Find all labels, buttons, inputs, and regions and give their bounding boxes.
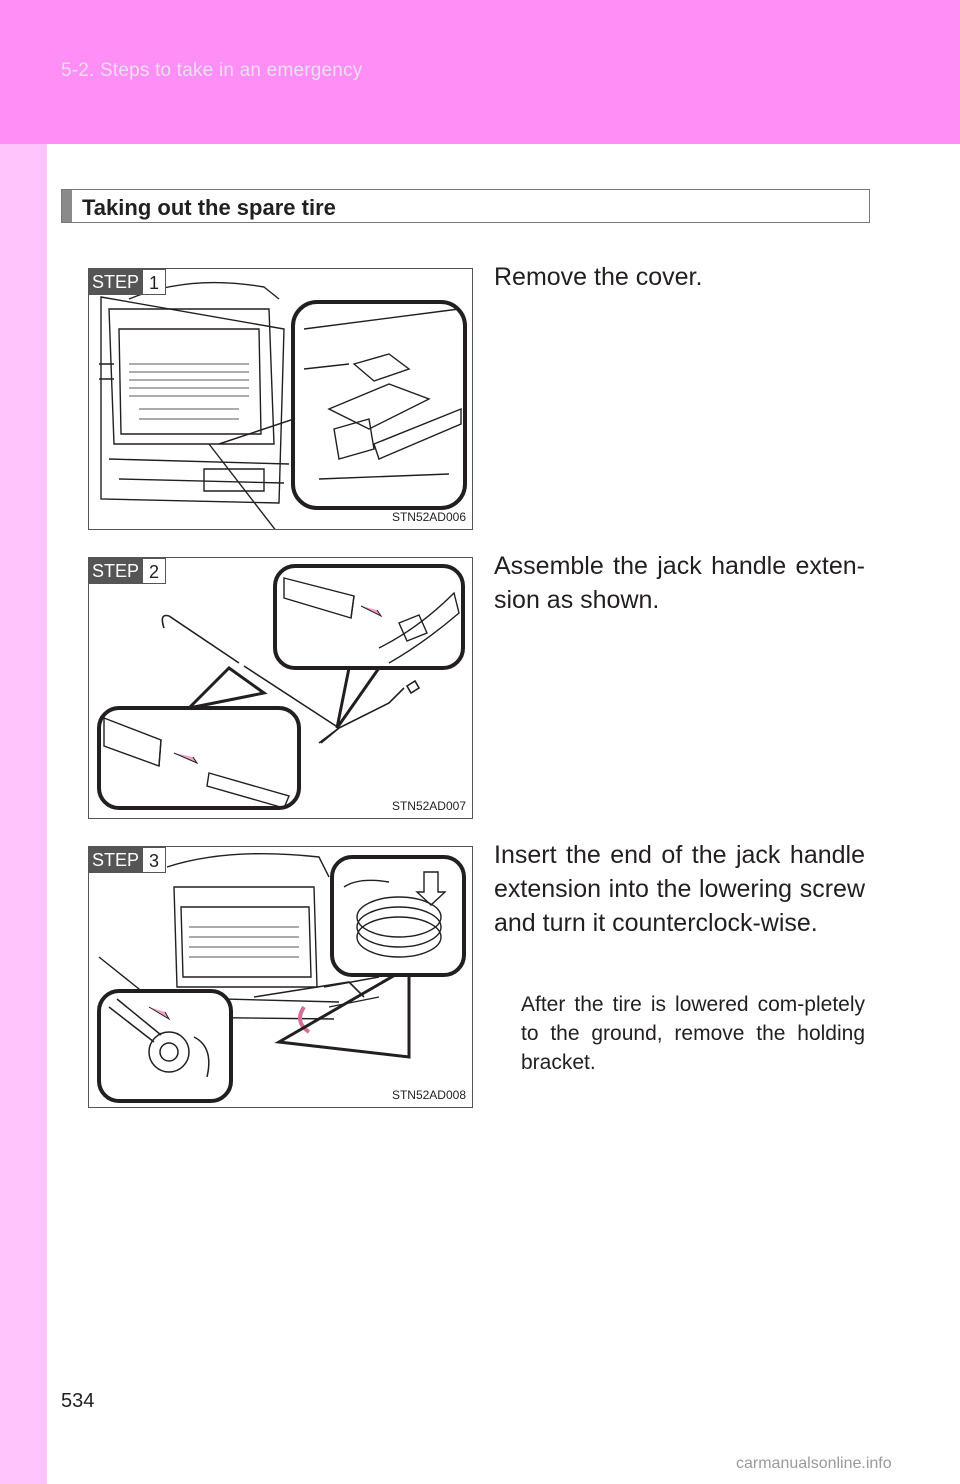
step-number: 1 bbox=[143, 269, 166, 295]
lowering-screw-drawing bbox=[89, 847, 473, 1108]
step-3-text: Insert the end of the jack handle extension into the lowering screw and turn it counterclock-wise. bbox=[494, 841, 865, 937]
figure-code: STN52AD007 bbox=[391, 799, 466, 813]
step-1-badge bbox=[89, 269, 166, 295]
page-number: 534 bbox=[61, 1390, 95, 1412]
jack-handle-drawing bbox=[89, 558, 473, 819]
cargo-area-drawing bbox=[89, 269, 473, 530]
section-breadcrumb: 5-2. Steps to take in an emergency bbox=[61, 60, 363, 81]
step-label: STEP bbox=[89, 847, 143, 873]
step-1-text: Remove the cover. bbox=[494, 263, 703, 291]
side-band bbox=[0, 144, 47, 1484]
section-title: Taking out the spare tire bbox=[82, 195, 336, 220]
section-heading bbox=[61, 189, 870, 223]
step-2-text: Assemble the jack handle exten-sion as shown. bbox=[494, 552, 865, 614]
site-watermark: carmanualsonline.info bbox=[736, 1455, 892, 1472]
step-2-illustration bbox=[88, 557, 473, 819]
step-3-badge bbox=[89, 847, 166, 873]
step-label: STEP bbox=[89, 558, 143, 584]
figure-code: STN52AD008 bbox=[391, 1088, 466, 1102]
step-1-illustration bbox=[88, 268, 473, 530]
figure-code: STN52AD006 bbox=[391, 510, 466, 524]
step-label: STEP bbox=[89, 269, 143, 295]
step-number: 2 bbox=[143, 558, 166, 584]
step-2-badge bbox=[89, 558, 166, 584]
heading-marker bbox=[62, 190, 72, 222]
step-3-illustration bbox=[88, 846, 473, 1108]
step-number: 3 bbox=[143, 847, 166, 873]
step-3-note: After the tire is lowered com-pletely to the ground, remove the holding bracket. bbox=[521, 993, 865, 1074]
